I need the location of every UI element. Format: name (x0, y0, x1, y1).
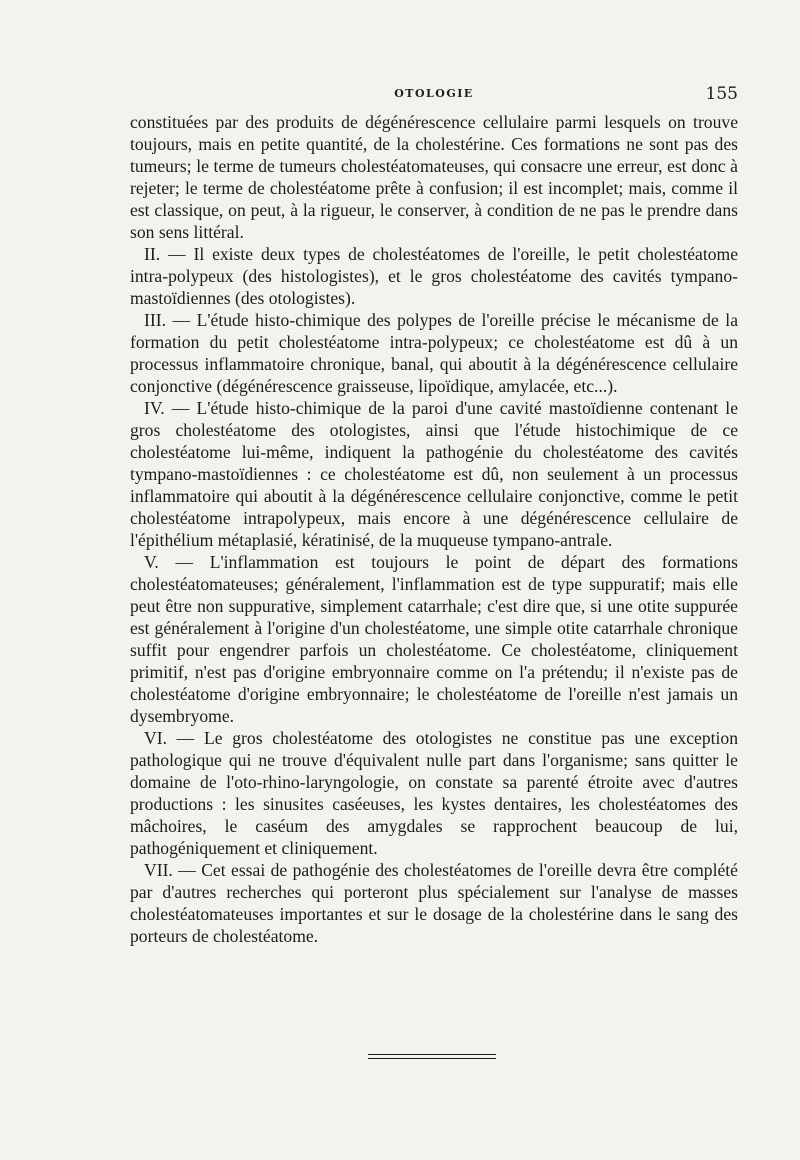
paragraph-conclusion-2: II. — Il existe deux types de cholestéatomes de l'oreille, le petit cholestéatome intra-polypeux (des histologistes), et le gros cholestéatome des cavités tympano-mastoïdiennes (des otologistes). (130, 244, 738, 308)
running-title: OTOLOGIE (394, 87, 474, 100)
paragraph-conclusion-3: III. — L'étude histo-chimique des polypes de l'oreille précise le mécanisme de la formation du petit cholestéatome intra-polypeux; ce cholestéatome est dû à un processus inflammatoire chronique, banal, qui aboutit à la dégénérescence cellulaire conjonctive (dégénérescence graisseuse, lipoïdique, amylacée, etc...). (130, 310, 738, 396)
paragraph-conclusion-4: IV. — L'étude histo-chimique de la paroi d'une cavité mastoïdienne contenant le gros cholestéatome des otologistes, ainsi que l'étude histochimique de ce cholestéatome lui-même, indiquent la pathogénie du cholestéatome des cavités tympano-mastoïdiennes : ce cholestéatome est dû, non seulement à un processus inflammatoire qui aboutit à la dégénérescence cellulaire conjonctive, comme le petit cholestéatome intrapolypeux, mais encore à une dégénérescence cellulaire de l'épithélium métaplasié, kératinisé, de la muqueuse tympano-antrale. (130, 398, 738, 550)
paragraph-continuation: constituées par des produits de dégénérescence cellulaire parmi lesquels on trouve toujours, mais en petite quantité, de la cholestérine. Ces formations ne sont pas des tumeurs; le terme de tumeurs cholestéatomateuses, qui consacre une erreur, est donc à rejeter; le terme de cholestéatome prête à confusion; il est incomplet; mais, comme il est classique, on peut, à la rigueur, le conserver, à condition de ne pas le prendre dans son sens littéral. (130, 112, 738, 242)
paragraph-conclusion-6: VI. — Le gros cholestéatome des otologistes ne constitue pas une exception pathologique qui ne trouve d'équivalent nulle part dans l'organisme; sans quitter le domaine de l'oto-rhino-laryngologie, on constate sa parenté étroite avec d'autres productions : les sinusites caséeuses, les kystes dentaires, les cholestéatomes des mâchoires, le caséum des amygdales se rapprochent beaucoup de lui, pathogéniquement et cliniquement. (130, 728, 738, 858)
running-head (130, 84, 738, 106)
paragraph-conclusion-7: VII. — Cet essai de pathogénie des cholestéatomes de l'oreille devra être complété par d'autres recherches qui porteront plus spécialement sur l'analyse de masses cholestéatomateuses importantes et sur le dosage de la cholestérine dans le sang des porteurs de cholestéatome. (130, 860, 738, 946)
page-number: 155 (705, 84, 738, 104)
end-of-section-rule (368, 1054, 496, 1059)
paragraph-conclusion-5: V. — L'inflammation est toujours le point de départ des formations cholestéatomateuses; généralement, l'inflammation est de type suppuratif; mais elle peut être non suppurative, simplement catarrhale; c'est dire que, si une otite suppurée est généralement à l'origine d'un cholestéatome, une simple otite catarrhale chronique suffit pour engendrer parfois un cholestéatome. Ce cholestéatome, cliniquement primitif, n'est pas d'origine embryonnaire comme on l'a prétendu; il n'existe pas de cholestéatome d'origine embryonnaire; le cholestéatome de l'oreille n'est jamais un dysembryome. (130, 552, 738, 726)
body-text (130, 111, 738, 947)
